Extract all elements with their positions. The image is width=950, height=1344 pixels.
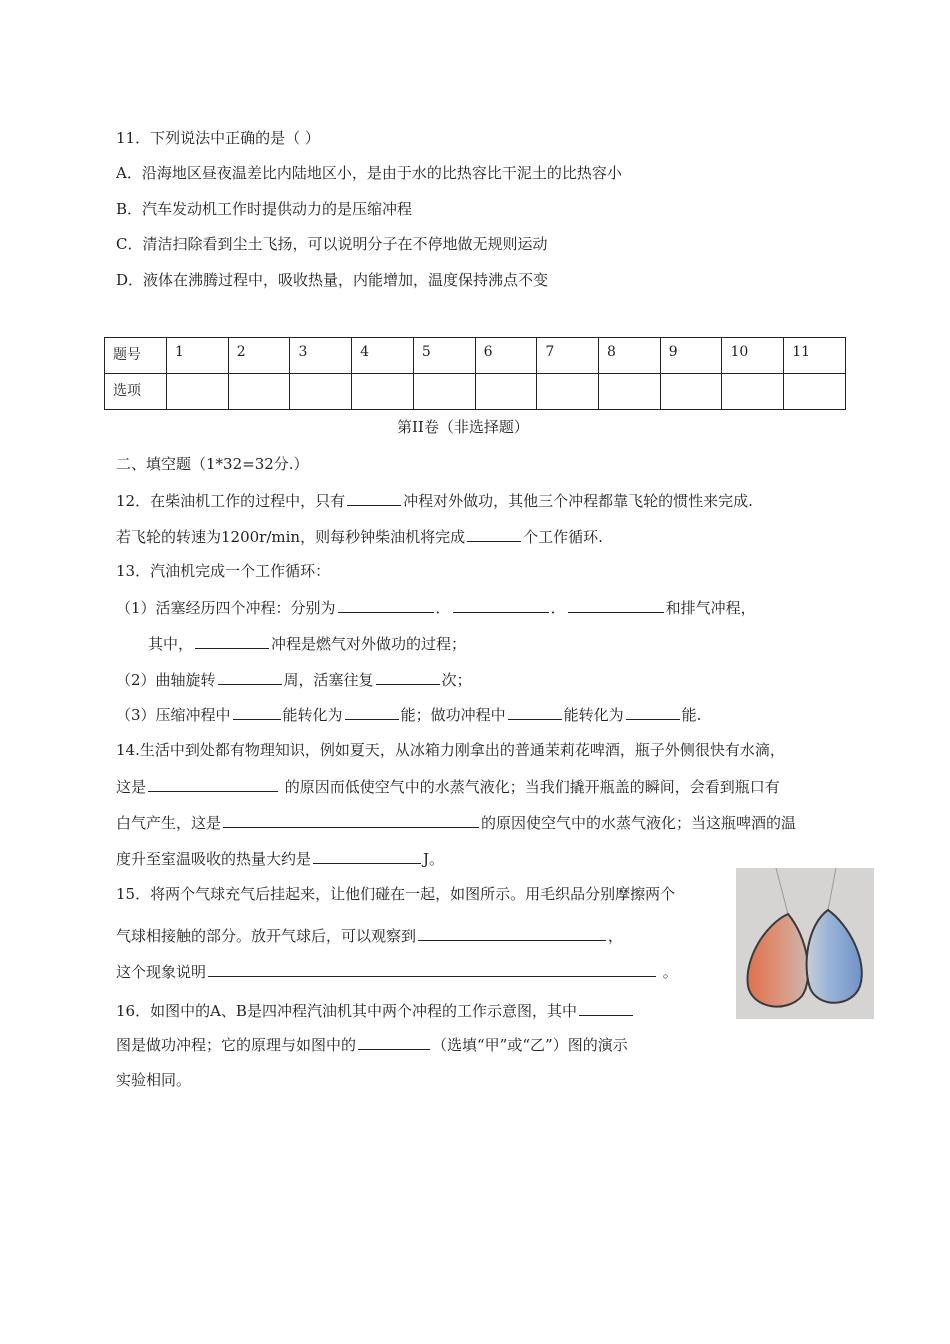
q12-text: 冲程对外做功，其他三个冲程都靠飞轮的惯性来完成.	[403, 492, 753, 510]
question-number-cell: 5	[413, 338, 475, 374]
q13-text: （3）压缩冲程中	[116, 706, 231, 724]
q13-text: 次；	[441, 671, 472, 689]
q12-line2	[116, 526, 603, 547]
q13-part1-cont	[148, 633, 466, 654]
question-number-cell: 4	[352, 338, 414, 374]
section-heading: 二、填空题（1*32=32分.）	[116, 455, 309, 473]
answer-blank[interactable]	[208, 961, 656, 977]
q13-stem: 13．汽油机完成一个工作循环：	[116, 562, 331, 580]
q11-option-b: B．汽车发动机工作时提供动力的是压缩冲程	[116, 200, 413, 218]
q13-text: （1）活塞经历四个冲程：分别为	[116, 599, 336, 617]
q14-line1: 14.生活中到处都有物理知识，例如夏天，从冰箱力刚拿出的普通茉莉花啤酒，瓶子外侧很快有水滴，	[116, 741, 785, 759]
q15-line3	[116, 961, 678, 982]
answer-blank[interactable]	[347, 490, 401, 506]
question-number-cell: 8	[599, 338, 661, 374]
answer-cell[interactable]	[722, 374, 784, 410]
answer-blank[interactable]	[345, 704, 399, 720]
answer-blank[interactable]	[148, 776, 278, 792]
answer-blank[interactable]	[418, 925, 606, 941]
question-number-cell: 2	[228, 338, 290, 374]
q14-line3	[116, 812, 796, 833]
q13-text: （2）曲轴旋转	[116, 671, 216, 689]
q12-text: 12．在柴油机工作的过程中，只有	[116, 492, 346, 510]
answer-table-choice-row	[105, 374, 846, 410]
q13-text: ．	[550, 599, 566, 617]
question-number-cell: 6	[475, 338, 537, 374]
answer-blank[interactable]	[508, 704, 562, 720]
q11-stem: 11．下列说法中正确的是（ ）	[116, 129, 320, 147]
q12-text: 若飞轮的转速为1200r/min，则每秒钟柴油机将完成	[116, 528, 466, 546]
q13-text: 能；做功冲程中	[400, 706, 506, 724]
q14-text: 白气产生，这是	[116, 814, 222, 832]
question-number-cell: 9	[660, 338, 722, 374]
answer-blank[interactable]	[568, 597, 664, 613]
q16-text: 16．如图中的A、B是四冲程汽油机其中两个冲程的工作示意图，其中	[116, 1002, 577, 1020]
answer-blank[interactable]	[218, 669, 282, 685]
answer-blank[interactable]	[195, 633, 269, 649]
table-header-cell: 题号	[105, 338, 167, 374]
q12-text: 个工作循环.	[523, 528, 603, 546]
answer-cell[interactable]	[660, 374, 722, 410]
q13-text: 周，活塞往复	[283, 671, 374, 689]
answer-blank[interactable]	[338, 597, 434, 613]
q13-text: 能转化为	[563, 706, 624, 724]
q14-line4	[116, 848, 444, 869]
q16-line1	[116, 1000, 635, 1021]
q11-option-c: C．清洁扫除看到尘土飞扬，可以说明分子在不停地做无规则运动	[116, 235, 548, 253]
answer-blank[interactable]	[376, 669, 440, 685]
q14-text: 度升至室温吸收的热量大约是	[116, 850, 312, 868]
section-title: 第II卷（非选择题）	[397, 418, 529, 436]
balloon-photo	[736, 868, 874, 1019]
table-header-cell: 选项	[105, 374, 167, 410]
q13-text: 和排气冲程，	[665, 599, 756, 617]
q13-part3	[116, 704, 701, 725]
answer-cell[interactable]	[290, 374, 352, 410]
q16-text: 图是做功冲程；它的原理与如图中的	[116, 1036, 357, 1054]
answer-blank[interactable]	[453, 597, 549, 613]
answer-cell[interactable]	[599, 374, 661, 410]
q16-text: （选填“甲”或“乙”）图的演示	[432, 1036, 628, 1054]
answer-table-number-row	[105, 338, 846, 374]
q13-text: ．	[435, 599, 451, 617]
q16-line2	[116, 1034, 628, 1055]
q14-text: 这是	[116, 778, 147, 796]
q15-line2	[116, 925, 623, 946]
answer-cell[interactable]	[352, 374, 414, 410]
q13-text: 冲程是燃气对外做功的过程；	[271, 635, 467, 653]
answer-cell[interactable]	[475, 374, 537, 410]
answer-cell[interactable]	[167, 374, 229, 410]
q16-line3: 实验相同。	[116, 1071, 192, 1089]
q15-line1: 15．将两个气球充气后挂起来，让他们碰在一起，如图所示。用毛织品分别摩擦两个	[116, 885, 676, 903]
q13-part2	[116, 669, 472, 690]
answer-cell[interactable]	[784, 374, 846, 410]
answer-blank[interactable]	[467, 526, 521, 542]
q13-text: 能.	[681, 706, 702, 724]
q13-text: 能转化为	[282, 706, 343, 724]
q15-text: 这个现象说明	[116, 963, 207, 981]
question-number-cell: 11	[784, 338, 846, 374]
q11-option-d: D．液体在沸腾过程中，吸收热量，内能增加，温度保持沸点不变	[116, 271, 549, 289]
q14-text: 的原因使空气中的水蒸气液化；当这瓶啤酒的温	[481, 814, 797, 832]
answer-blank[interactable]	[313, 848, 421, 864]
answer-blank[interactable]	[579, 1000, 633, 1016]
q14-line2	[116, 776, 780, 797]
answer-cell[interactable]	[413, 374, 475, 410]
q15-text: 。	[662, 963, 678, 981]
q13-part1	[116, 597, 756, 618]
answer-blank[interactable]	[233, 704, 281, 720]
q15-text: 气球相接触的部分。放开气球后，可以观察到	[116, 927, 417, 945]
q13-text: 其中，	[148, 635, 194, 653]
q15-text: ，	[608, 927, 624, 945]
answer-cell[interactable]	[228, 374, 290, 410]
answer-cell[interactable]	[537, 374, 599, 410]
q11-option-a: A．沿海地区昼夜温差比内陆地区小，是由于水的比热容比干泥土的比热容小	[116, 164, 622, 182]
question-number-cell: 3	[290, 338, 352, 374]
question-number-cell: 10	[722, 338, 784, 374]
question-number-cell: 7	[537, 338, 599, 374]
q14-text: J。	[423, 850, 445, 868]
q12-line1	[116, 490, 753, 511]
question-number-cell: 1	[167, 338, 229, 374]
answer-blank[interactable]	[626, 704, 680, 720]
answer-blank[interactable]	[358, 1034, 430, 1050]
q14-text: 的原因而低使空气中的水蒸气液化；当我们撬开瓶盖的瞬间，会看到瓶口有	[284, 778, 780, 796]
answer-table	[104, 337, 846, 410]
balloons-illustration	[736, 868, 874, 1019]
answer-blank[interactable]	[223, 812, 479, 828]
